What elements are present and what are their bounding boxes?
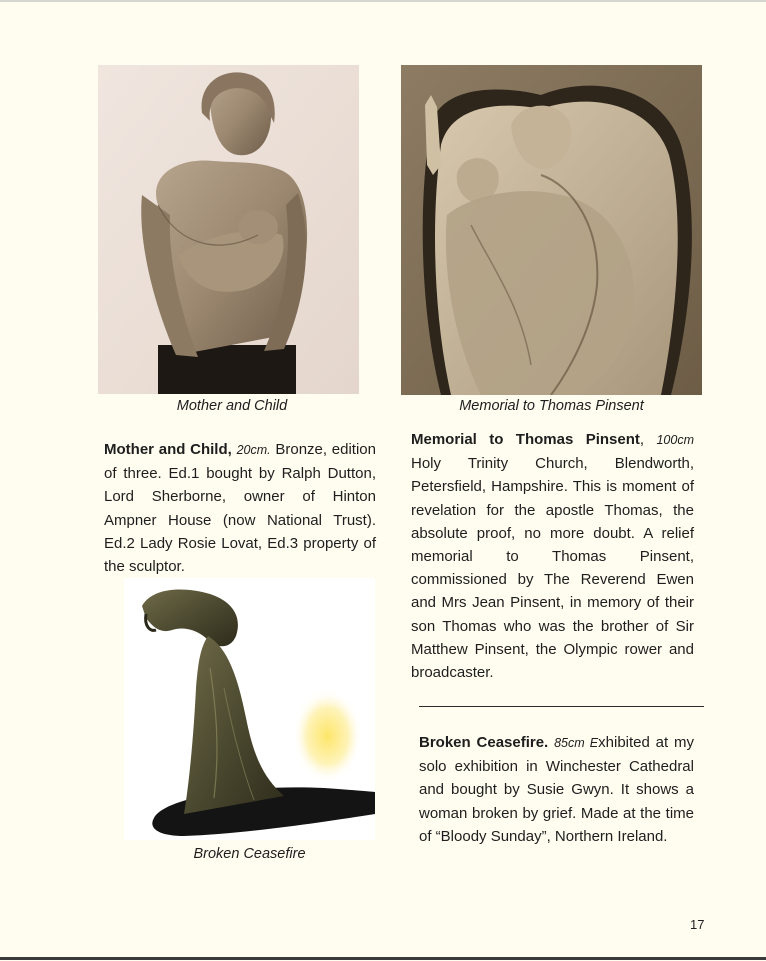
page-bottom-border xyxy=(0,957,766,960)
mother-and-child-caption: Mother and Child xyxy=(176,398,288,414)
artwork-title: Broken Ceasefire. xyxy=(419,734,549,751)
page-top-border xyxy=(0,0,766,2)
memorial-relief-photo xyxy=(401,65,702,395)
dimension-suffix: E xyxy=(584,736,599,750)
memorial-caption: Memorial to Thomas Pinsent xyxy=(459,398,644,414)
artwork-title: Memorial to Thomas Pinsent xyxy=(411,431,640,448)
artwork-dimension: 20cm. xyxy=(236,443,271,457)
broken-ceasefire-caption: Broken Ceasefire xyxy=(193,846,306,862)
memorial-description xyxy=(411,428,694,684)
artwork-description: Holy Trinity Church, Blendworth, Petersfield, Hampshire. This is moment of revelation for the apostle Thomas, the absolute proof, no more doubt. A relief memorial to Thomas Pinsent, commissioned by The Reverend Ewen and Mrs Jean Pinsent, in memory of their son Thomas who was the brother of Sir Matthew Pinsent, the Olympic rower and broadcaster. xyxy=(411,455,694,682)
section-divider xyxy=(419,706,704,707)
artwork-description: xhibited at my solo exhibition in Winchester Cathedral and bought by Susie Gwyn. It shows a woman broken by grief. Made at the time of “Bloody Sunday”, Northern Ireland. xyxy=(419,734,695,845)
broken-ceasefire-description xyxy=(419,731,694,848)
artwork-title: Mother and Child, xyxy=(104,441,232,458)
title-separator: , xyxy=(639,431,657,448)
mother-and-child-description xyxy=(104,438,376,578)
artwork-description: Bronze, edition of three. Ed.1 bought by Ralph Dutton, Lord Sherborne, owner of Hinton Ampner House (now National Trust). Ed.2 Lady Rosie Lovat, Ed.3 property of the sculptor. xyxy=(104,441,376,576)
mother-and-child-photo xyxy=(98,65,359,394)
artwork-dimension: 100cm xyxy=(656,433,694,447)
artwork-dimension: 85cm xyxy=(554,736,585,750)
broken-ceasefire-photo xyxy=(124,578,375,840)
page-number: 17 xyxy=(690,917,705,932)
